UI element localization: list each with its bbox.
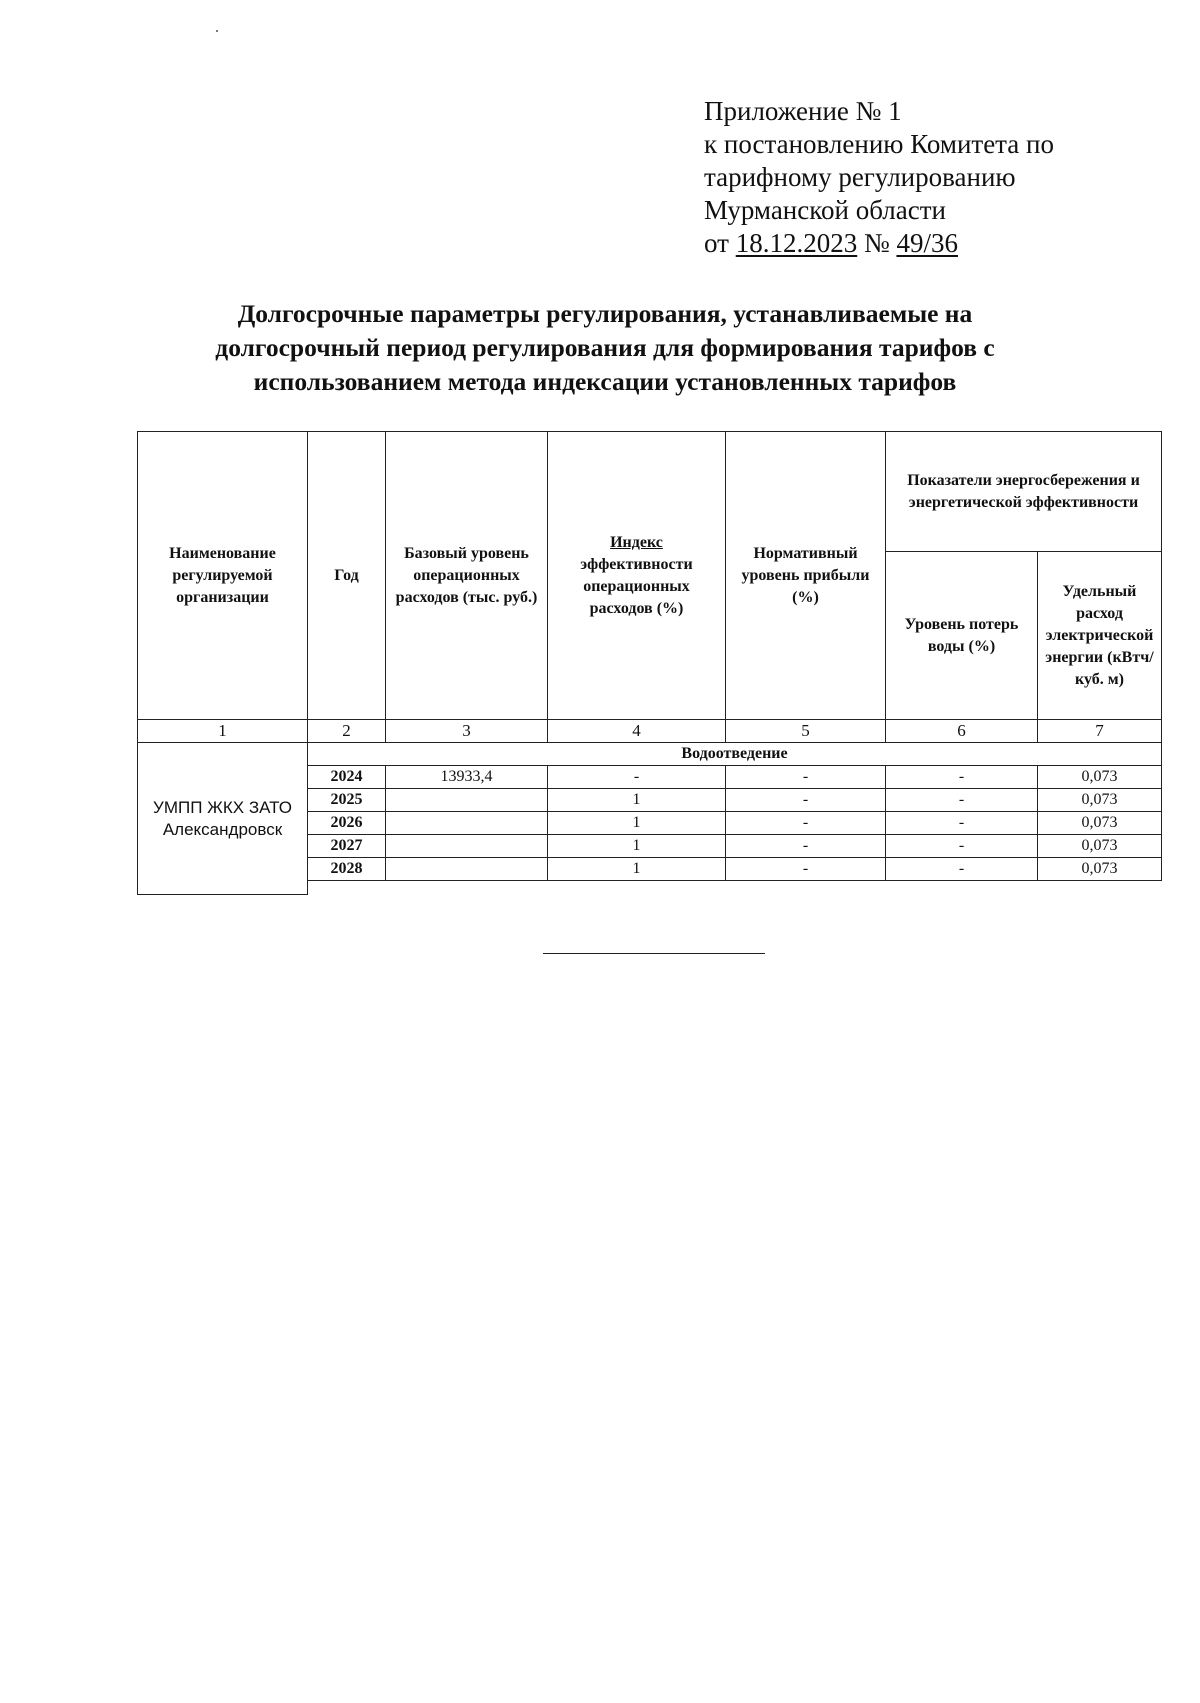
electricity-cell: 0,073	[1038, 766, 1162, 789]
appendix-line: Приложение № 1	[704, 96, 902, 126]
document-title-line: Долгосрочные параметры регулирования, устанавливаемые на	[237, 299, 973, 328]
year-cell: 2024	[308, 766, 386, 789]
header-efficiency-index	[548, 432, 726, 720]
efficiency-index-cell: 1	[548, 835, 726, 858]
regulation-parameters-table	[137, 431, 1162, 895]
efficiency-index-cell: 1	[548, 812, 726, 835]
column-number: 2	[308, 720, 386, 743]
efficiency-index-cell: -	[548, 766, 726, 789]
water-loss-cell: -	[886, 835, 1038, 858]
document-title	[140, 297, 1070, 399]
column-number: 6	[886, 720, 1038, 743]
header-efficiency-index-rest: эффективности операционных расходов (%)	[580, 555, 693, 617]
base-opex-cell	[386, 835, 548, 858]
spacer-cell	[308, 881, 1162, 895]
section-label: Водоотведение	[308, 743, 1162, 766]
document-title-line: использованием метода индексации установленных тарифов	[253, 367, 957, 396]
water-loss-cell: -	[886, 766, 1038, 789]
year-cell: 2027	[308, 835, 386, 858]
base-opex-cell	[386, 858, 548, 881]
profit-level-cell: -	[726, 835, 886, 858]
electricity-cell: 0,073	[1038, 835, 1162, 858]
header-base-opex: Базовый уровень операционных расходов (тыс. руб.)	[386, 432, 548, 720]
profit-level-cell: -	[726, 858, 886, 881]
header-profit-level: Нормативный уровень прибыли (%)	[726, 432, 886, 720]
base-opex-cell: 13933,4	[386, 766, 548, 789]
year-cell: 2026	[308, 812, 386, 835]
efficiency-index-cell: 1	[548, 789, 726, 812]
appendix-from-prefix: от	[704, 228, 729, 258]
scan-speck	[216, 30, 218, 32]
header-organization: Наименование регулируемой организации	[138, 432, 308, 720]
column-number: 3	[386, 720, 548, 743]
number-sign: №	[863, 228, 890, 258]
base-opex-cell	[386, 812, 548, 835]
organization-name: УМПП ЖКХ ЗАТО Александровск	[138, 743, 308, 895]
profit-level-cell: -	[726, 812, 886, 835]
year-cell: 2025	[308, 789, 386, 812]
resolution-date: 18.12.2023	[735, 228, 858, 258]
year-cell: 2028	[308, 858, 386, 881]
electricity-cell: 0,073	[1038, 812, 1162, 835]
efficiency-index-cell: 1	[548, 858, 726, 881]
appendix-line: к постановлению Комитета по	[704, 129, 1054, 159]
appendix-date-line	[704, 227, 1054, 260]
column-number: 1	[138, 720, 308, 743]
column-number: 5	[726, 720, 886, 743]
end-separator-line	[543, 953, 765, 954]
header-electricity-consumption: Удельный расход электрической энергии (кВтч/куб. м)	[1038, 552, 1162, 720]
appendix-line: Мурманской области	[704, 195, 946, 225]
profit-level-cell: -	[726, 766, 886, 789]
profit-level-cell: -	[726, 789, 886, 812]
header-efficiency-index-title: Индекс	[610, 533, 663, 551]
header-energy-indicators: Показатели энергосбережения и энергетической эффективности	[886, 432, 1162, 552]
appendix-block	[704, 95, 1054, 260]
resolution-number: 49/36	[896, 228, 958, 258]
document-title-line: долгосрочный период регулирования для формирования тарифов с	[215, 333, 995, 362]
header-year: Год	[308, 432, 386, 720]
electricity-cell: 0,073	[1038, 858, 1162, 881]
base-opex-cell	[386, 789, 548, 812]
water-loss-cell: -	[886, 858, 1038, 881]
column-number: 7	[1038, 720, 1162, 743]
appendix-line: тарифному регулированию	[704, 162, 1016, 192]
column-number: 4	[548, 720, 726, 743]
water-loss-cell: -	[886, 812, 1038, 835]
water-loss-cell: -	[886, 789, 1038, 812]
header-water-loss: Уровень потерь воды (%)	[886, 552, 1038, 720]
electricity-cell: 0,073	[1038, 789, 1162, 812]
